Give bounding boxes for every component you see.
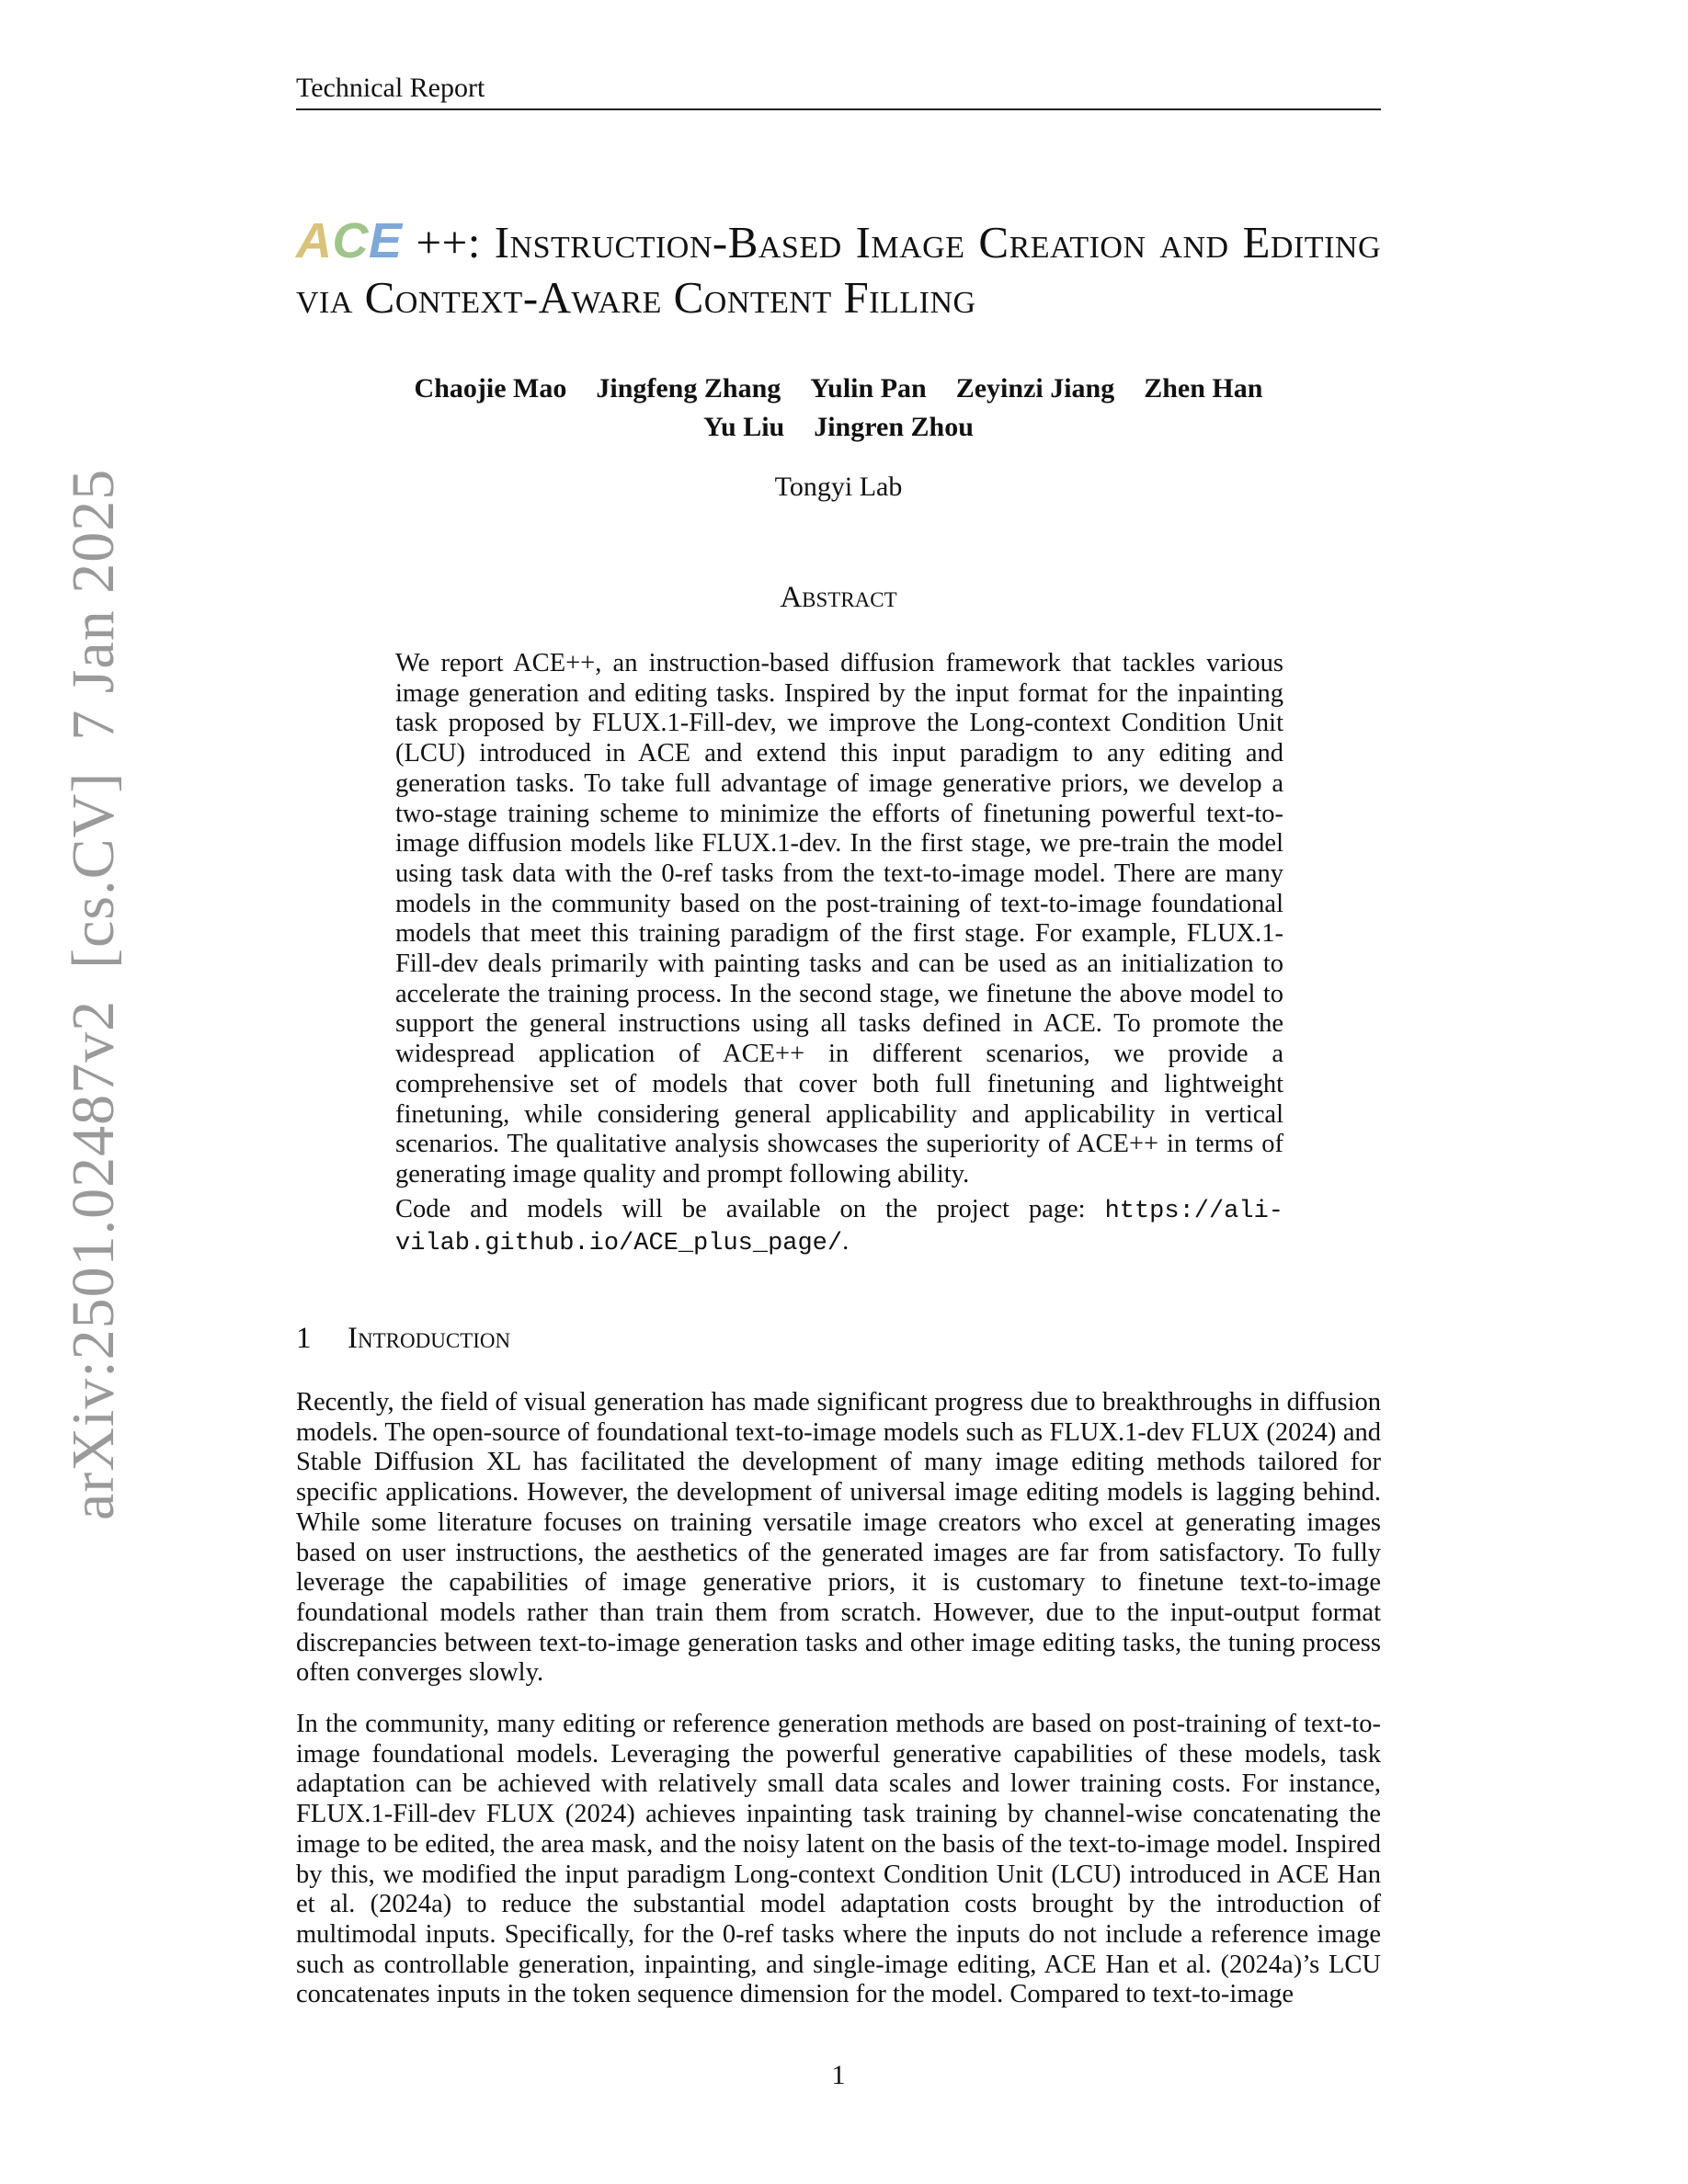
author: Jingren Zhou: [814, 412, 974, 442]
arxiv-date: 7 Jan 2025: [60, 468, 127, 741]
ace-logo: [296, 213, 403, 268]
logo-letter-e: E: [369, 213, 403, 268]
paper-title: [296, 213, 1381, 325]
abstract-body: We report ACE++, an instruction-based diffusion framework that tackles various image generation and editing tasks. Inspired by the input format for the inpainting task proposed by FLUX.1-Fill-dev, we improve the Long-context Condition Unit (LCU) introduced in ACE and extend this input paradigm to any editing and generation tasks. To take full advantage of image generative priors, we develop a two-stage training scheme to minimize the efforts of finetuning powerful text-to-image diffusion models like FLUX.1-dev. In the first stage, we pre-train the model using task data with the 0-ref tasks from the text-to-image model. There are many models in the community based on the post-training of text-to-image foundational models that meet this training paradigm of the first stage. For example, FLUX.1-Fill-dev deals primarily with painting tasks and can be used as an initialization to accelerate the training process. In the second stage, we finetune the above model to support the general instructions using all tasks defined in ACE. To promote the widespread application of ACE++ in different scenarios, we provide a comprehensive set of models that cover both full finetuning and lightweight finetuning, while considering general applicability and applicability in vertical scenarios. The qualitative analysis showcases the superiority of ACE++ in terms of generating image quality and prompt following ability.: [395, 649, 1283, 1189]
author: Yu Liu: [703, 412, 785, 442]
running-header: Technical Report: [296, 70, 1381, 110]
arxiv-identifier: [57, 438, 131, 1520]
project-page-link[interactable]: https://ali-vilab.github.io/ACE_plus_page/: [395, 1198, 1283, 1257]
author: Zhen Han: [1144, 373, 1263, 404]
affiliation: Tongyi Lab: [774, 472, 903, 502]
author: Yulin Pan: [810, 373, 927, 404]
author: Zeyinzi Jiang: [955, 373, 1115, 404]
body-paragraph: In the community, many editing or reference generation methods are based on post-training of text-to-image foundational models. Leveraging the powerful generative capabilities of these models, task adaptation can be achieved with relatively small data scales and lower training costs. For instance, FLUX.1-Fill-dev FLUX (2024) achieves inpainting task training by channel-wise concatenating the image to be edited, the area mask, and the noisy latent on the basis of the text-to-image model. Inspired by this, we modified the input paradigm Long-context Condition Unit (LCU) introduced in ACE Han et al. (2024a) to reduce the substantial model adaptation costs brought by the introduction of multimodal inputs. Specifically, for the 0-ref tasks where the inputs do not include a reference image such as controllable generation, inpainting, and single-image editing, ACE Han et al. (2024a)’s LCU concatenates inputs in the token sequence dimension for the model. Compared to text-to-image: [296, 1710, 1381, 2009]
code-availability-text: Code and models will be available on the project page:: [395, 1195, 1105, 1223]
code-availability-suffix: .: [842, 1226, 850, 1256]
author: Chaojie Mao: [414, 373, 567, 404]
arxiv-category: [cs.CV]: [60, 771, 127, 969]
arxiv-id: arXiv:2501.02487v2: [60, 999, 127, 1520]
section-number: 1: [296, 1322, 312, 1355]
code-availability: [395, 1195, 1283, 1258]
author-list: [296, 370, 1381, 447]
section-title: Introduction: [348, 1322, 511, 1355]
abstract-heading: Abstract: [780, 581, 897, 614]
logo-letter-a: A: [296, 213, 333, 268]
logo-letter-c: C: [332, 213, 369, 268]
page-number: 1: [831, 2060, 846, 2090]
body-paragraph: Recently, the field of visual generation has made significant progress due to breakthroughs in diffusion models. The open-source of foundational text-to-image models such as FLUX.1-dev FLUX (2024) and Stable Diffusion XL has facilitated the development of many image editing methods tailored for specific applications. However, the development of universal image editing models is lagging behind. While some literature focuses on training versatile image creators who excel at generating images based on user instructions, the aesthetics of the generated images are far from satisfactory. To fully leverage the capabilities of image generative priors, it is customary to finetune text-to-image foundational models rather than train them from scratch. However, due to the input-output format discrepancies between text-to-image generation tasks and other image editing tasks, the tuning process often converges slowly.: [296, 1388, 1381, 1688]
section-heading-introduction: [296, 1318, 1381, 1359]
title-text: ++: Instruction-Based Image Creation and Editing via Context-Aware Content Filling: [296, 217, 1381, 323]
author: Jingfeng Zhang: [596, 373, 781, 404]
